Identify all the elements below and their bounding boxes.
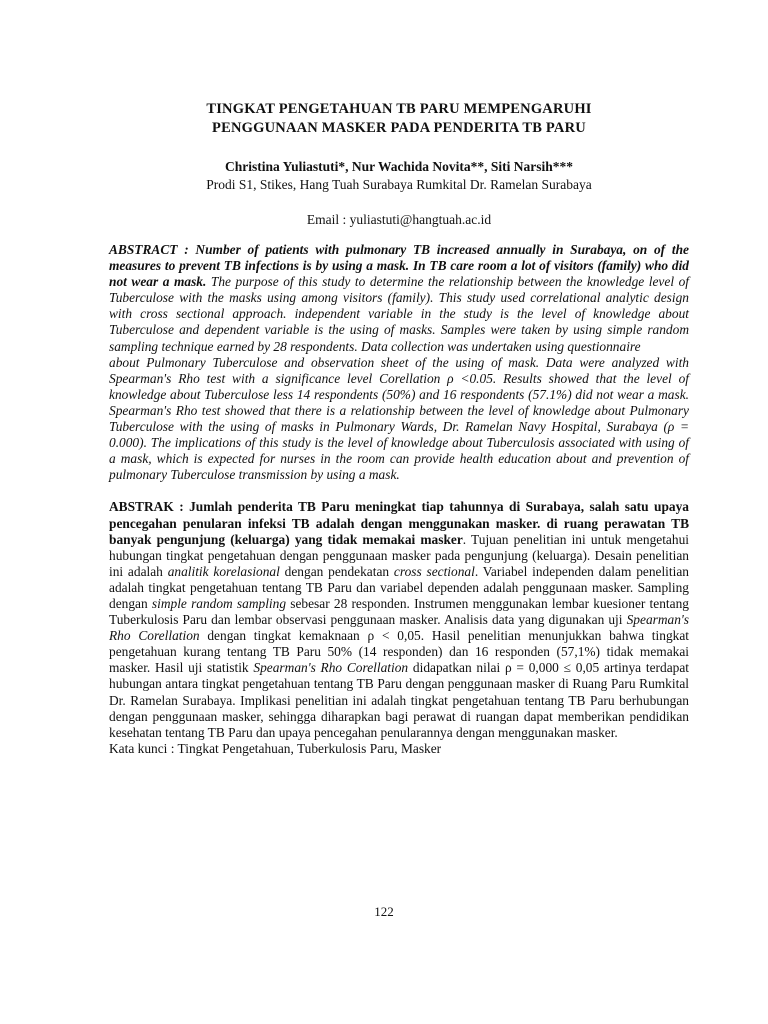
authors: Christina Yuliastuti*, Nur Wachida Novita**, Siti Narsih*** xyxy=(224,159,574,174)
page-number: 122 xyxy=(374,904,394,919)
abstract-id-text-2: dengan pendekatan xyxy=(279,563,394,579)
abstract-id-text-3: . Variabel independen dalam penelitian adalah tingkat pengetahuan tentang TB Paru dan variabel dependen adalah penggunaan masker. Sampling dengan xyxy=(109,563,689,611)
abstract-id-text-6: didapatkan nilai ρ = 0,000 ≤ 0,05 artinya terdapat hubungan antara tingkat pengetahuan tentang TB Paru dengan penggunaan masker di Ruang Paru Rumkital Dr. Ramelan Surabaya. Implikasi penelitian ini adalah tingkat pengetahuan tentang TB Paru berhubungan dengan penggunaan masker, sehingga diharapkan bagi perawat di ruangan dapat memberikan pendidikan kesehatan tentang TB Paru dan upaya pencegahan penularannya dengan menggunakan masker. xyxy=(109,660,690,740)
abstract-indonesian xyxy=(109,499,689,740)
abstract-english xyxy=(109,242,689,483)
abstract-id-text-4: sebesar 28 responden. Instrumen menggunakan lembar kuesioner tentang Tuberkulosis Paru dan lembar observasi penggunaan masker. Analisis data yang digunakan uji xyxy=(109,595,689,628)
title-line-1: TINGKAT PENGETAHUAN TB PARU MEMPENGARUHI xyxy=(206,101,592,117)
keywords: Kata kunci : Tingkat Pengetahuan, Tuberkulosis Paru, Masker xyxy=(109,740,442,756)
abstract-id-italic-2: cross sectional xyxy=(393,563,475,579)
abstract-en-body: The purpose of this study to determine the relationship between the knowledge level of Tuberculose with the masks using among visitors (family). This study used correlational analytic design with cross sectional approach. independent variable in the study is the level of knowledge about Tuberculose and dependent variable is the using of masks. Samples were taken by using simple random sampling technique earned by 28 respondents. Data collection was undertaken using questionnaire xyxy=(109,274,690,354)
paper-page xyxy=(109,100,689,757)
paper-title xyxy=(109,100,689,138)
title-line-2: PENGGUNAAN MASKER PADA PENDERITA TB PARU xyxy=(212,120,586,136)
abstract-id-text-5: dengan tingkat kemaknaan ρ < 0,05. Hasil penelitian menunjukkan bahwa tingkat pengetahuan kurang tentang TB Paru 50% (14 responden) dan 16 responden (57,1%) tidak memakai masker. Hasil uji statistik xyxy=(109,628,689,676)
affiliation: Prodi S1, Stikes, Hang Tuah Surabaya Rumkital Dr. Ramelan Surabaya xyxy=(206,177,592,192)
abstract-id-italic-4: Spearman's Rho Corellation xyxy=(109,612,689,644)
abstract-en-bold: ABSTRACT : Number of patients with pulmonary TB increased annually in Surabaya, on of the measures to prevent TB infections is by using a mask. In TB care room a lot of visitors (family) who did not wear a mask. xyxy=(109,242,689,290)
abstract-id-italic-3: simple random sampling xyxy=(151,595,287,611)
abstract-id-text-1: . Tujuan penelitian ini untuk mengetahui hubungan tingkat pengetahuan dengan penggunaan masker pada pengunjung (keluarga). Desain penelitian ini adalah xyxy=(109,531,689,579)
abstract-id-bold: ABSTRAK : Jumlah penderita TB Paru meningkat tiap tahunnya di Surabaya, salah satu upaya pencegahan penularan infeksi TB adalah dengan menggunakan masker. di ruang perawatan TB banyak pengunjung (keluarga) yang tidak memakai masker xyxy=(109,499,689,547)
email: Email : yuliastuti@hangtuah.ac.id xyxy=(306,212,492,227)
abstract-id-italic-1: analitik korelasional xyxy=(167,563,280,579)
abstract-en-body-2: about Pulmonary Tuberculose and observation sheet of the using of mask. Data were analyzed with Spearman's Rho test with a significance level Corellation ρ <0.05. Results showed that the level of knowledge about Tuberculose less 14 respondents (50%) and 16 respondents (57.1%) did not wear a mask. Spearman's Rho test showed that there is a relationship between the level of knowledge about Pulmonary Tuberculose with the using of masks in Pulmonary Wards, Dr. Ramelan Navy Hospital, Surabaya (ρ = 0.000). The implications of this study is the level of knowledge about Tuberculosis associated with using of a mask, which is expected for nurses in the room can provide health education about and prevention of pulmonary Tuberculose transmission by using a mask. xyxy=(109,354,689,483)
abstract-id-italic-5: Spearman's Rho Corellation xyxy=(253,660,409,676)
